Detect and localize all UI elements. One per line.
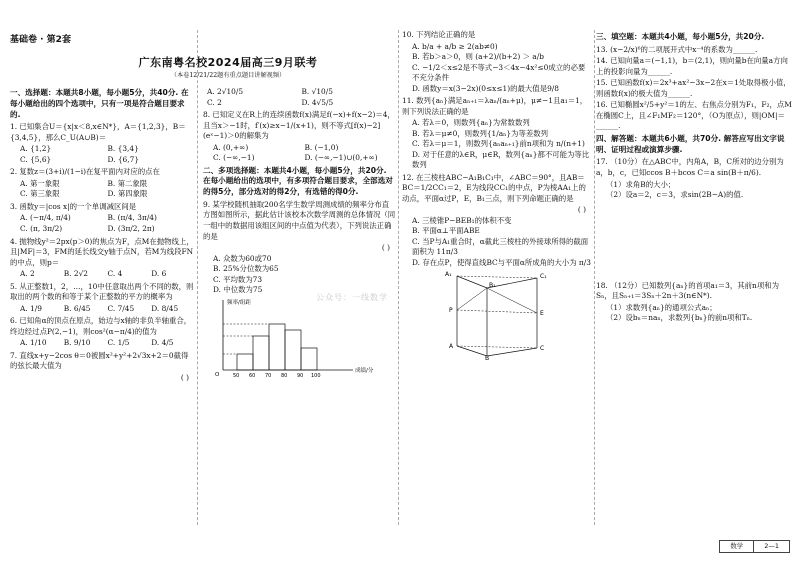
question-11: 11. 数列{aₙ}满足aₙ₊₁＝λaₙ/(aₙ+μ)，μ≠−1且a₁＝1，则下列说法正确的是 bbox=[402, 96, 588, 116]
option: C. {5,6} bbox=[20, 154, 52, 164]
option: C. 当P与A₁重合时，α截此三棱柱的外接球所得的截面面积为 11π/3 bbox=[412, 236, 589, 257]
option: A. b/a + a/b ≥ 2(ab≠0) bbox=[412, 41, 498, 51]
histogram-bar bbox=[253, 336, 269, 370]
option: B. 9/10 bbox=[63, 338, 91, 348]
option: A. 三棱锥P−BEB₁的体积不变 bbox=[412, 215, 512, 225]
option: C. 第三象限 bbox=[20, 189, 60, 199]
question-18: 18. （12分）已知数列{aₙ}的首项a₁＝3，其前n项和为Sₙ，且Sₙ₊₁＝3Sₙ＋2n＋3(n∈N*). bbox=[596, 280, 779, 301]
question-11-options bbox=[402, 118, 592, 171]
histogram-bar bbox=[237, 354, 253, 370]
option: D. 第四象限 bbox=[107, 189, 148, 199]
histogram-tick: 100 bbox=[311, 372, 321, 378]
sub-question: （1）求角B的大小； bbox=[606, 179, 676, 189]
question-17-parts bbox=[596, 180, 794, 201]
question-15: 15. 已知函数f(x)＝2x³+ax²−3x−2在x＝1处取得极小值，则函数f(x)的极大值为______. bbox=[596, 78, 791, 98]
prism-figure bbox=[427, 268, 577, 360]
footer-page-number: 2—1 bbox=[753, 541, 789, 552]
column-4 bbox=[596, 30, 794, 324]
question-1: 1. 已知集合U＝{x|x＜8,x∈N*}，A＝{1,2,3}，B＝{3,4,5}，那么C_U(A∪B)＝ bbox=[10, 122, 186, 142]
column-1 bbox=[10, 86, 195, 383]
vertex-label: B bbox=[485, 355, 490, 361]
histogram-x-label: 成绩/分 bbox=[355, 367, 374, 374]
question-6-options bbox=[20, 338, 195, 349]
option: B. 2√2 bbox=[63, 269, 88, 279]
option: B. √10/5 bbox=[301, 87, 333, 96]
column-divider bbox=[398, 30, 399, 525]
question-1-options bbox=[20, 144, 195, 165]
question-4-options bbox=[20, 269, 195, 280]
vertex-label: P bbox=[449, 307, 453, 315]
paper-tag: 基础卷 · 第2套 bbox=[10, 35, 71, 45]
histogram-bar bbox=[269, 324, 285, 370]
option: C. −1/2＜x≤2是不等式−3＜4x−4x²≤0成立的必要不充分条件 bbox=[412, 62, 586, 83]
option: D. 6 bbox=[151, 269, 167, 279]
histogram-tick: 50 bbox=[233, 372, 240, 378]
option: A. 若λ＝0，则数列{aₙ}为常数数列 bbox=[412, 118, 530, 128]
question-12-options bbox=[402, 216, 592, 269]
column-3 bbox=[402, 30, 592, 364]
question-10: 10. 下列结论正确的是 bbox=[402, 30, 476, 39]
question-16: 16. 已知椭圆x²/5+y²＝1的左、右焦点分别为F₁，F₂，点M在椭圆C上，且∠F₁MF₂＝120°，（O为原点），则|OM|＝______. bbox=[596, 100, 792, 131]
histogram-y-label: 频率/组距 bbox=[227, 299, 251, 306]
question-17: 17. （10分）在△ABC中，内角A，B，C所对的边分别为a，b，c，已知ccos B＋bcos C＝a sin(B＋π/6). bbox=[596, 157, 784, 177]
section-4-heading: 四、解答题：本题共6小题，共70分. 解答应写出文字说明、证明过程或演算步骤. bbox=[596, 133, 785, 154]
option: A. 2√10/5 bbox=[207, 87, 244, 96]
question-14: 14. 已知向量a＝(−1,1)，b＝(2,1)，则向量b在向量a方向上的投影向量为______. bbox=[596, 56, 788, 76]
option: B. 第二象限 bbox=[107, 178, 148, 188]
question-2-options bbox=[20, 179, 195, 200]
sub-question: （2）设a＝2，c＝3，求sin(2B−A)的值. bbox=[606, 190, 744, 200]
question-12: 12. 在三棱柱ABC−A₁B₁C₁中，∠ABC＝90°，且AB＝BC＝1/2CC₁＝2，E为线段CC₁的中点，P为棱AA₁上的动点，平面α过P，E，B₁三点，则下列命题正确的是 bbox=[402, 172, 586, 203]
option: D. 存在点P，使得直线BC与平面α所成角的大小为 π/3 bbox=[412, 257, 591, 267]
option: D. 4√5/5 bbox=[301, 97, 334, 107]
question-9-options bbox=[203, 254, 396, 296]
option: D. 4/5 bbox=[151, 338, 174, 348]
option: C. 7/45 bbox=[107, 303, 135, 313]
question-4: 4. 抛物线y²＝2px(p＞0)的焦点为F，点M在抛物线上，且|MF|＝3，FM的延长线交y轴于点N，若M为线段FN的中点，则p＝ bbox=[10, 236, 194, 267]
section-1-heading: 一、选择题：本题共8小题，每小题5分，共40分. 在每小题给出的四个选项中，只有一项是符合题目要求的. bbox=[10, 88, 189, 119]
question-8: 8. 已知定义在R上的连续函数f(x)满足f(−x)+f(x−2)＝4，且当x＞−1时，f′(x)≥x−1/(x+1)，则不等式[f(x)−2](eˣ−1)＞0的解集为 bbox=[203, 110, 395, 141]
question-7-options bbox=[207, 87, 396, 108]
option: C. 1/5 bbox=[107, 338, 130, 348]
option: D. 8/45 bbox=[151, 303, 179, 313]
question-3: 3. 函数y＝|cos x|的一个单调减区间是 bbox=[10, 201, 137, 211]
option: B. 平面α⊥平面ABE bbox=[412, 226, 480, 236]
column-2 bbox=[203, 86, 396, 381]
page-footer bbox=[719, 540, 790, 553]
option: B. (π/4, 3π/4) bbox=[107, 213, 157, 223]
option: D. {6,7} bbox=[107, 154, 140, 164]
option: B. {3,4} bbox=[107, 144, 139, 154]
option: A. (0,+∞) bbox=[213, 142, 249, 152]
option: B. 6/45 bbox=[63, 303, 91, 313]
answer-bracket: ( ) bbox=[381, 243, 390, 253]
histogram-tick: 60 bbox=[249, 372, 256, 378]
histogram-tick: 90 bbox=[297, 372, 304, 378]
option: D. 中位数为75 bbox=[213, 285, 263, 295]
vertex-label: A₁ bbox=[445, 271, 452, 279]
histogram-origin: O bbox=[215, 371, 220, 378]
option: D. 对于任意的λ∈R，μ∈R，数列{aₙ}都不可能为等比数列 bbox=[412, 149, 590, 170]
option: C. 若λ＝μ＝1，则数列{aₙaₙ₊₁}前n项和为 n/(n+1) bbox=[412, 139, 585, 149]
option: B. (−1,0) bbox=[304, 142, 339, 152]
option: A. (−π/4, π/4) bbox=[20, 213, 71, 223]
question-10-options bbox=[402, 42, 592, 95]
histogram-bar bbox=[301, 348, 317, 370]
histogram-tick: 70 bbox=[265, 372, 272, 378]
exam-title: 广东南粤名校2024届高三9月联考 bbox=[138, 56, 318, 69]
answer-space bbox=[596, 201, 794, 281]
vertex-label: A bbox=[449, 343, 454, 351]
section-3-heading: 三、填空题：本题共4小题，每小题5分，共20分. bbox=[596, 32, 765, 41]
option: A. 1/9 bbox=[20, 303, 42, 313]
option: D. 函数y＝x(3−2x)(0≤x≤1)的最大值是9/8 bbox=[412, 83, 559, 93]
question-3-options bbox=[20, 213, 195, 234]
option: C. 2 bbox=[207, 97, 222, 107]
question-5-options bbox=[20, 304, 195, 315]
histogram-bar bbox=[285, 330, 301, 370]
section-2-heading: 二、多项选择题：本题共4小题，每小题5分，共20分. 在每小题给出的选项中，有多项符合题目要求，全部选对的得5分，部分选对的得2分，有选错的得0分. bbox=[203, 165, 393, 197]
vertex-label: C bbox=[540, 345, 545, 353]
vertex-label: E bbox=[540, 310, 544, 318]
answer-bracket: ( ) bbox=[577, 205, 586, 215]
option: A. 众数为60或70 bbox=[213, 253, 272, 263]
question-18-parts bbox=[596, 303, 794, 324]
question-8-options bbox=[213, 143, 396, 164]
vertex-label: C₁ bbox=[540, 273, 547, 281]
option: A. 第一象限 bbox=[20, 178, 60, 188]
footer-subject: 数学 bbox=[730, 541, 744, 550]
question-9: 9. 某学校随机抽取200名学生数学周测成绩的频率分布直方图如图所示，据此估计该校本次数学周测的总体情况（同一组中的数据用该组区间的中点值为代表），下列说法正确的是 bbox=[203, 199, 396, 241]
option: B. 若b＞a＞0，则 (a+2)/(b+2) ＞ a/b bbox=[412, 52, 544, 62]
option: A. {1,2} bbox=[20, 144, 52, 154]
option: C. (π, 3π/2) bbox=[20, 223, 63, 233]
question-2: 2. 复数z＝(3+i)/(1−i)在复平面内对应的点在 bbox=[10, 167, 160, 177]
answer-bracket: ( ) bbox=[180, 372, 189, 382]
question-6: 6. 已知角α的顶点在原点，始边与x轴的非负半轴重合，终边经过点P(2,−1)，则cos²(α−π/4)的值为 bbox=[10, 316, 192, 336]
option: A. 2 bbox=[20, 269, 35, 279]
option: C. (−∞,−1) bbox=[213, 153, 255, 163]
sub-question: （1）求数列{aₙ}的通项公式aₙ； bbox=[606, 302, 717, 312]
option: A. 1/10 bbox=[20, 338, 47, 348]
vertex-label: B₁ bbox=[489, 282, 496, 290]
option: C. 4 bbox=[107, 269, 123, 279]
option: D. (−∞,−1)∪(0,+∞) bbox=[304, 153, 378, 163]
sub-question: （2）设bₙ＝naₙ，求数列{bₙ}的前n项和Tₙ. bbox=[606, 313, 753, 323]
column-divider bbox=[594, 30, 595, 525]
option: B. 若λ＝μ≠0，则数列{1/aₙ}为等差数列 bbox=[412, 128, 549, 138]
histogram-tick: 80 bbox=[281, 372, 288, 378]
question-5: 5. 从正整数1，2，…，10中任意取出两个不同的数，则取出的两个数的和等于某个正整数的平方的概率为 bbox=[10, 281, 194, 302]
frequency-histogram bbox=[203, 296, 383, 378]
question-13: 13. (x−2/x)⁶的二项展开式中x⁻⁴的系数为______. bbox=[596, 44, 758, 54]
option: B. 25%分位数为65 bbox=[213, 264, 279, 274]
question-7: 7. 直线x+y−2cos θ＝0被圆x²+y²+2√3x+2＝0截得的弦长最大值为 bbox=[10, 350, 189, 371]
option: C. 平均数为73 bbox=[213, 274, 263, 284]
column-divider bbox=[197, 30, 198, 525]
watermark: 公众号：一线数学 bbox=[316, 293, 388, 302]
option: D. (3π/2, 2π) bbox=[107, 223, 155, 233]
exam-subtitle: （本卷12/21/22题有重点题目讲解视频） bbox=[170, 72, 286, 79]
